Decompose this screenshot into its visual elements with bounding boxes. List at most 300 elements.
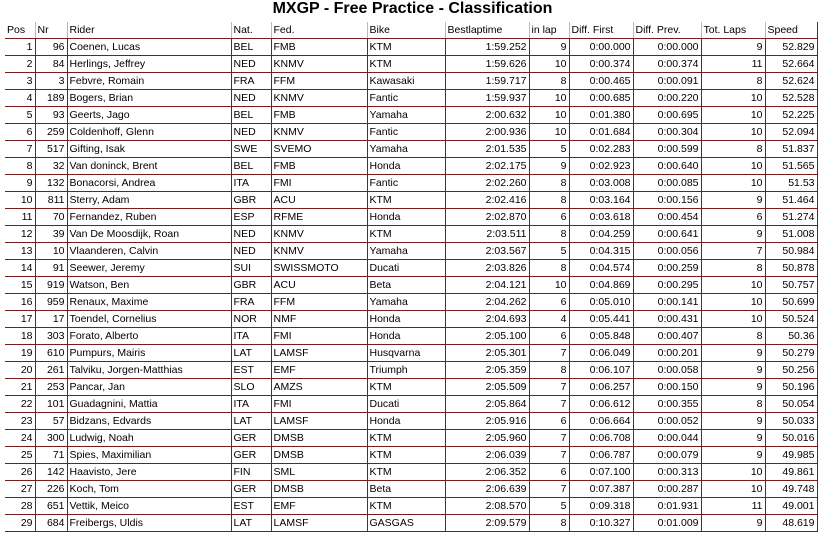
cell-tot-laps: 9 [701,430,765,447]
cell-nat: ITA [231,175,271,192]
cell-rider: Bidzans, Edvards [67,413,231,430]
cell-tot-laps: 10 [701,277,765,294]
cell-in-lap: 7 [529,345,569,362]
cell-in-lap: 8 [529,362,569,379]
cell-pos: 26 [5,464,35,481]
cell-pos: 10 [5,192,35,209]
cell-tot-laps: 8 [701,328,765,345]
cell-diff-first: 0:00.374 [569,56,633,73]
column-header-rider: Rider [67,22,231,39]
cell-speed: 50.524 [765,311,817,328]
cell-diff-first: 0:09.318 [569,498,633,515]
cell-fed: KNMV [271,56,367,73]
cell-bike: Beta [367,481,445,498]
table-row [5,362,817,379]
cell-bike: KTM [367,430,445,447]
table-row [5,481,817,498]
cell-in-lap: 8 [529,73,569,90]
cell-tot-laps: 11 [701,498,765,515]
cell-nat: NED [231,90,271,107]
cell-bike: Honda [367,328,445,345]
cell-speed: 51.008 [765,226,817,243]
cell-speed: 52.094 [765,124,817,141]
column-header-in-lap: in lap [529,22,569,39]
cell-nat: BEL [231,107,271,124]
cell-nat: GBR [231,192,271,209]
cell-in-lap: 10 [529,90,569,107]
cell-nat: EST [231,362,271,379]
cell-speed: 49.748 [765,481,817,498]
cell-nat: GBR [231,277,271,294]
cell-diff-prev: 0:00.599 [633,141,701,158]
cell-in-lap: 7 [529,396,569,413]
cell-diff-first: 0:05.441 [569,311,633,328]
cell-in-lap: 6 [529,413,569,430]
cell-in-lap: 6 [529,209,569,226]
cell-bestlaptime: 2:05.359 [445,362,529,379]
cell-rider: Forato, Alberto [67,328,231,345]
cell-tot-laps: 10 [701,481,765,498]
cell-diff-prev: 0:00.431 [633,311,701,328]
cell-speed: 52.829 [765,39,817,56]
cell-nr: 39 [35,226,67,243]
cell-tot-laps: 8 [701,141,765,158]
cell-tot-laps: 11 [701,56,765,73]
cell-fed: LAMSF [271,413,367,430]
cell-fed: ACU [271,192,367,209]
cell-pos: 1 [5,39,35,56]
cell-bike: Ducati [367,396,445,413]
cell-rider: Coenen, Lucas [67,39,231,56]
cell-nat: LAT [231,345,271,362]
cell-bike: Yamaha [367,141,445,158]
table-row [5,345,817,362]
cell-rider: Coldenhoff, Glenn [67,124,231,141]
cell-fed: ACU [271,277,367,294]
cell-in-lap: 6 [529,464,569,481]
cell-rider: Van doninck, Brent [67,158,231,175]
cell-bike: Yamaha [367,107,445,124]
cell-tot-laps: 9 [701,447,765,464]
cell-fed: KNMV [271,90,367,107]
cell-bestlaptime: 2:05.916 [445,413,529,430]
table-row [5,192,817,209]
cell-diff-first: 0:06.787 [569,447,633,464]
table-row [5,413,817,430]
cell-diff-first: 0:05.010 [569,294,633,311]
cell-pos: 12 [5,226,35,243]
cell-rider: Watson, Ben [67,277,231,294]
cell-fed: DMSB [271,481,367,498]
table-row [5,107,817,124]
cell-diff-prev: 0:00.058 [633,362,701,379]
cell-in-lap: 7 [529,481,569,498]
cell-speed: 52.624 [765,73,817,90]
cell-diff-prev: 0:00.295 [633,277,701,294]
cell-nr: 96 [35,39,67,56]
cell-bestlaptime: 1:59.717 [445,73,529,90]
cell-bike: Ducati [367,260,445,277]
cell-speed: 50.699 [765,294,817,311]
cell-pos: 7 [5,141,35,158]
cell-bestlaptime: 1:59.252 [445,39,529,56]
cell-bike: KTM [367,498,445,515]
cell-bestlaptime: 2:06.039 [445,447,529,464]
cell-diff-prev: 0:00.141 [633,294,701,311]
cell-nr: 132 [35,175,67,192]
table-row [5,464,817,481]
cell-tot-laps: 8 [701,73,765,90]
cell-fed: SWISSMOTO [271,260,367,277]
cell-rider: Ludwig, Noah [67,430,231,447]
cell-nr: 142 [35,464,67,481]
cell-pos: 5 [5,107,35,124]
cell-fed: EMF [271,362,367,379]
cell-in-lap: 6 [529,328,569,345]
cell-tot-laps: 9 [701,515,765,532]
cell-nat: NED [231,124,271,141]
cell-nr: 300 [35,430,67,447]
cell-in-lap: 7 [529,379,569,396]
table-row [5,515,817,532]
cell-rider: Guadagnini, Mattia [67,396,231,413]
cell-nr: 10 [35,243,67,260]
cell-diff-prev: 0:00.220 [633,90,701,107]
cell-in-lap: 7 [529,447,569,464]
cell-diff-first: 0:04.574 [569,260,633,277]
cell-speed: 50.36 [765,328,817,345]
cell-bike: Fantic [367,90,445,107]
cell-tot-laps: 6 [701,209,765,226]
table-row [5,56,817,73]
cell-rider: Talviku, Jorgen-Matthias [67,362,231,379]
cell-diff-first: 0:02.923 [569,158,633,175]
cell-tot-laps: 9 [701,345,765,362]
cell-bestlaptime: 2:03.511 [445,226,529,243]
table-row [5,90,817,107]
cell-pos: 27 [5,481,35,498]
cell-in-lap: 4 [529,311,569,328]
cell-pos: 11 [5,209,35,226]
cell-nr: 101 [35,396,67,413]
cell-nr: 259 [35,124,67,141]
cell-pos: 3 [5,73,35,90]
cell-nr: 261 [35,362,67,379]
cell-nat: ITA [231,328,271,345]
cell-rider: Seewer, Jeremy [67,260,231,277]
cell-tot-laps: 10 [701,311,765,328]
cell-nr: 610 [35,345,67,362]
cell-bestlaptime: 2:05.960 [445,430,529,447]
cell-in-lap: 9 [529,158,569,175]
cell-diff-prev: 0:00.641 [633,226,701,243]
cell-diff-first: 0:06.257 [569,379,633,396]
column-header-bestlaptime: Bestlaptime [445,22,529,39]
cell-fed: FMI [271,396,367,413]
cell-bestlaptime: 2:04.693 [445,311,529,328]
classification-table [5,22,818,532]
cell-bike: Fantic [367,124,445,141]
cell-bike: Honda [367,209,445,226]
cell-bestlaptime: 2:04.262 [445,294,529,311]
cell-nr: 93 [35,107,67,124]
cell-in-lap: 10 [529,277,569,294]
cell-diff-first: 0:00.685 [569,90,633,107]
table-row [5,328,817,345]
cell-pos: 2 [5,56,35,73]
cell-tot-laps: 10 [701,107,765,124]
cell-pos: 23 [5,413,35,430]
cell-bike: Honda [367,158,445,175]
cell-fed: KNMV [271,243,367,260]
cell-nr: 684 [35,515,67,532]
cell-bestlaptime: 2:00.632 [445,107,529,124]
column-header-speed: Speed [765,22,817,39]
cell-nr: 3 [35,73,67,90]
cell-diff-prev: 0:01.931 [633,498,701,515]
cell-diff-prev: 0:00.052 [633,413,701,430]
table-row [5,243,817,260]
cell-pos: 22 [5,396,35,413]
cell-diff-first: 0:00.465 [569,73,633,90]
cell-nat: ESP [231,209,271,226]
cell-diff-prev: 0:00.000 [633,39,701,56]
cell-tot-laps: 10 [701,124,765,141]
cell-bike: KTM [367,447,445,464]
cell-diff-first: 0:04.259 [569,226,633,243]
cell-diff-prev: 0:01.009 [633,515,701,532]
cell-rider: Bonacorsi, Andrea [67,175,231,192]
cell-diff-prev: 0:00.374 [633,56,701,73]
cell-rider: Bogers, Brian [67,90,231,107]
cell-nr: 84 [35,56,67,73]
cell-rider: Fernandez, Ruben [67,209,231,226]
cell-in-lap: 10 [529,56,569,73]
cell-rider: Pumpurs, Mairis [67,345,231,362]
table-body [5,39,817,532]
cell-fed: FMB [271,39,367,56]
cell-fed: SML [271,464,367,481]
cell-diff-first: 0:05.848 [569,328,633,345]
cell-diff-first: 0:04.315 [569,243,633,260]
cell-nr: 189 [35,90,67,107]
cell-pos: 16 [5,294,35,311]
cell-speed: 51.274 [765,209,817,226]
cell-nat: GER [231,430,271,447]
cell-rider: Vlaanderen, Calvin [67,243,231,260]
cell-speed: 50.757 [765,277,817,294]
cell-bestlaptime: 2:02.870 [445,209,529,226]
cell-speed: 50.016 [765,430,817,447]
cell-diff-prev: 0:00.091 [633,73,701,90]
cell-rider: Van De Moosdijk, Roan [67,226,231,243]
cell-diff-prev: 0:00.313 [633,464,701,481]
cell-diff-first: 0:06.708 [569,430,633,447]
cell-rider: Freibergs, Uldis [67,515,231,532]
cell-fed: FFM [271,73,367,90]
cell-rider: Pancar, Jan [67,379,231,396]
cell-bestlaptime: 2:02.416 [445,192,529,209]
table-row [5,277,817,294]
table-row [5,447,817,464]
cell-fed: DMSB [271,447,367,464]
cell-diff-prev: 0:00.287 [633,481,701,498]
cell-fed: SVEMO [271,141,367,158]
cell-nr: 919 [35,277,67,294]
cell-tot-laps: 8 [701,260,765,277]
cell-pos: 9 [5,175,35,192]
cell-nat: NED [231,243,271,260]
column-header-diff-prev: Diff. Prev. [633,22,701,39]
cell-bestlaptime: 1:59.937 [445,90,529,107]
cell-bike: KTM [367,192,445,209]
cell-nat: NED [231,226,271,243]
cell-diff-prev: 0:00.150 [633,379,701,396]
cell-nat: FRA [231,73,271,90]
column-header-fed: Fed. [271,22,367,39]
cell-bestlaptime: 2:05.301 [445,345,529,362]
cell-in-lap: 8 [529,260,569,277]
cell-in-lap: 10 [529,107,569,124]
cell-diff-prev: 0:00.085 [633,175,701,192]
cell-nat: FRA [231,294,271,311]
table-row [5,175,817,192]
cell-pos: 24 [5,430,35,447]
table-row [5,294,817,311]
cell-bestlaptime: 2:06.352 [445,464,529,481]
table-row [5,379,817,396]
table-row [5,311,817,328]
cell-bestlaptime: 2:02.260 [445,175,529,192]
cell-nr: 32 [35,158,67,175]
table-row [5,124,817,141]
cell-nat: LAT [231,413,271,430]
cell-nr: 959 [35,294,67,311]
cell-bike: KTM [367,379,445,396]
cell-in-lap: 8 [529,226,569,243]
cell-bike: Kawasaki [367,73,445,90]
cell-diff-prev: 0:00.259 [633,260,701,277]
cell-nat: SWE [231,141,271,158]
cell-in-lap: 8 [529,192,569,209]
cell-nat: NED [231,56,271,73]
cell-bestlaptime: 2:05.100 [445,328,529,345]
cell-diff-prev: 0:00.454 [633,209,701,226]
cell-nat: ITA [231,396,271,413]
cell-nr: 57 [35,413,67,430]
cell-in-lap: 10 [529,124,569,141]
cell-in-lap: 9 [529,39,569,56]
cell-pos: 29 [5,515,35,532]
cell-bestlaptime: 2:04.121 [445,277,529,294]
cell-nr: 226 [35,481,67,498]
cell-speed: 50.279 [765,345,817,362]
cell-speed: 49.861 [765,464,817,481]
cell-fed: KNMV [271,226,367,243]
table-row [5,260,817,277]
cell-nat: NOR [231,311,271,328]
column-header-diff-first: Diff. First [569,22,633,39]
cell-tot-laps: 10 [701,158,765,175]
cell-diff-prev: 0:00.201 [633,345,701,362]
cell-bestlaptime: 2:09.579 [445,515,529,532]
cell-nr: 91 [35,260,67,277]
cell-diff-prev: 0:00.044 [633,430,701,447]
cell-bike: KTM [367,226,445,243]
cell-bike: GASGAS [367,515,445,532]
cell-tot-laps: 9 [701,192,765,209]
cell-fed: FMB [271,107,367,124]
cell-pos: 21 [5,379,35,396]
cell-in-lap: 8 [529,515,569,532]
cell-rider: Spies, Maximilian [67,447,231,464]
cell-bestlaptime: 1:59.626 [445,56,529,73]
cell-tot-laps: 10 [701,175,765,192]
cell-bestlaptime: 2:05.509 [445,379,529,396]
cell-tot-laps: 9 [701,226,765,243]
cell-rider: Renaux, Maxime [67,294,231,311]
cell-speed: 50.054 [765,396,817,413]
cell-speed: 51.53 [765,175,817,192]
table-row [5,158,817,175]
table-row [5,396,817,413]
cell-diff-prev: 0:00.640 [633,158,701,175]
table-row [5,498,817,515]
cell-nat: GER [231,447,271,464]
cell-bestlaptime: 2:08.570 [445,498,529,515]
cell-speed: 51.565 [765,158,817,175]
cell-diff-prev: 0:00.355 [633,396,701,413]
cell-diff-first: 0:01.380 [569,107,633,124]
cell-diff-first: 0:03.164 [569,192,633,209]
cell-speed: 49.985 [765,447,817,464]
cell-rider: Sterry, Adam [67,192,231,209]
cell-pos: 25 [5,447,35,464]
cell-rider: Toendel, Cornelius [67,311,231,328]
cell-fed: DMSB [271,430,367,447]
cell-nr: 17 [35,311,67,328]
cell-tot-laps: 9 [701,39,765,56]
cell-diff-prev: 0:00.407 [633,328,701,345]
cell-speed: 52.528 [765,90,817,107]
cell-in-lap: 8 [529,175,569,192]
cell-bestlaptime: 2:03.826 [445,260,529,277]
cell-tot-laps: 9 [701,413,765,430]
cell-tot-laps: 10 [701,464,765,481]
cell-diff-first: 0:06.664 [569,413,633,430]
table-row [5,209,817,226]
cell-diff-first: 0:03.008 [569,175,633,192]
cell-bike: Husqvarna [367,345,445,362]
cell-speed: 50.033 [765,413,817,430]
cell-diff-prev: 0:00.056 [633,243,701,260]
cell-fed: KNMV [271,124,367,141]
cell-nat: SLO [231,379,271,396]
cell-bike: Yamaha [367,243,445,260]
cell-tot-laps: 9 [701,379,765,396]
cell-nr: 70 [35,209,67,226]
column-header-pos: Pos [5,22,35,39]
cell-nat: BEL [231,158,271,175]
cell-fed: FMB [271,158,367,175]
cell-nat: EST [231,498,271,515]
cell-fed: NMF [271,311,367,328]
column-header-bike: Bike [367,22,445,39]
column-header-nr: Nr [35,22,67,39]
cell-diff-prev: 0:00.304 [633,124,701,141]
cell-diff-first: 0:02.283 [569,141,633,158]
cell-pos: 19 [5,345,35,362]
